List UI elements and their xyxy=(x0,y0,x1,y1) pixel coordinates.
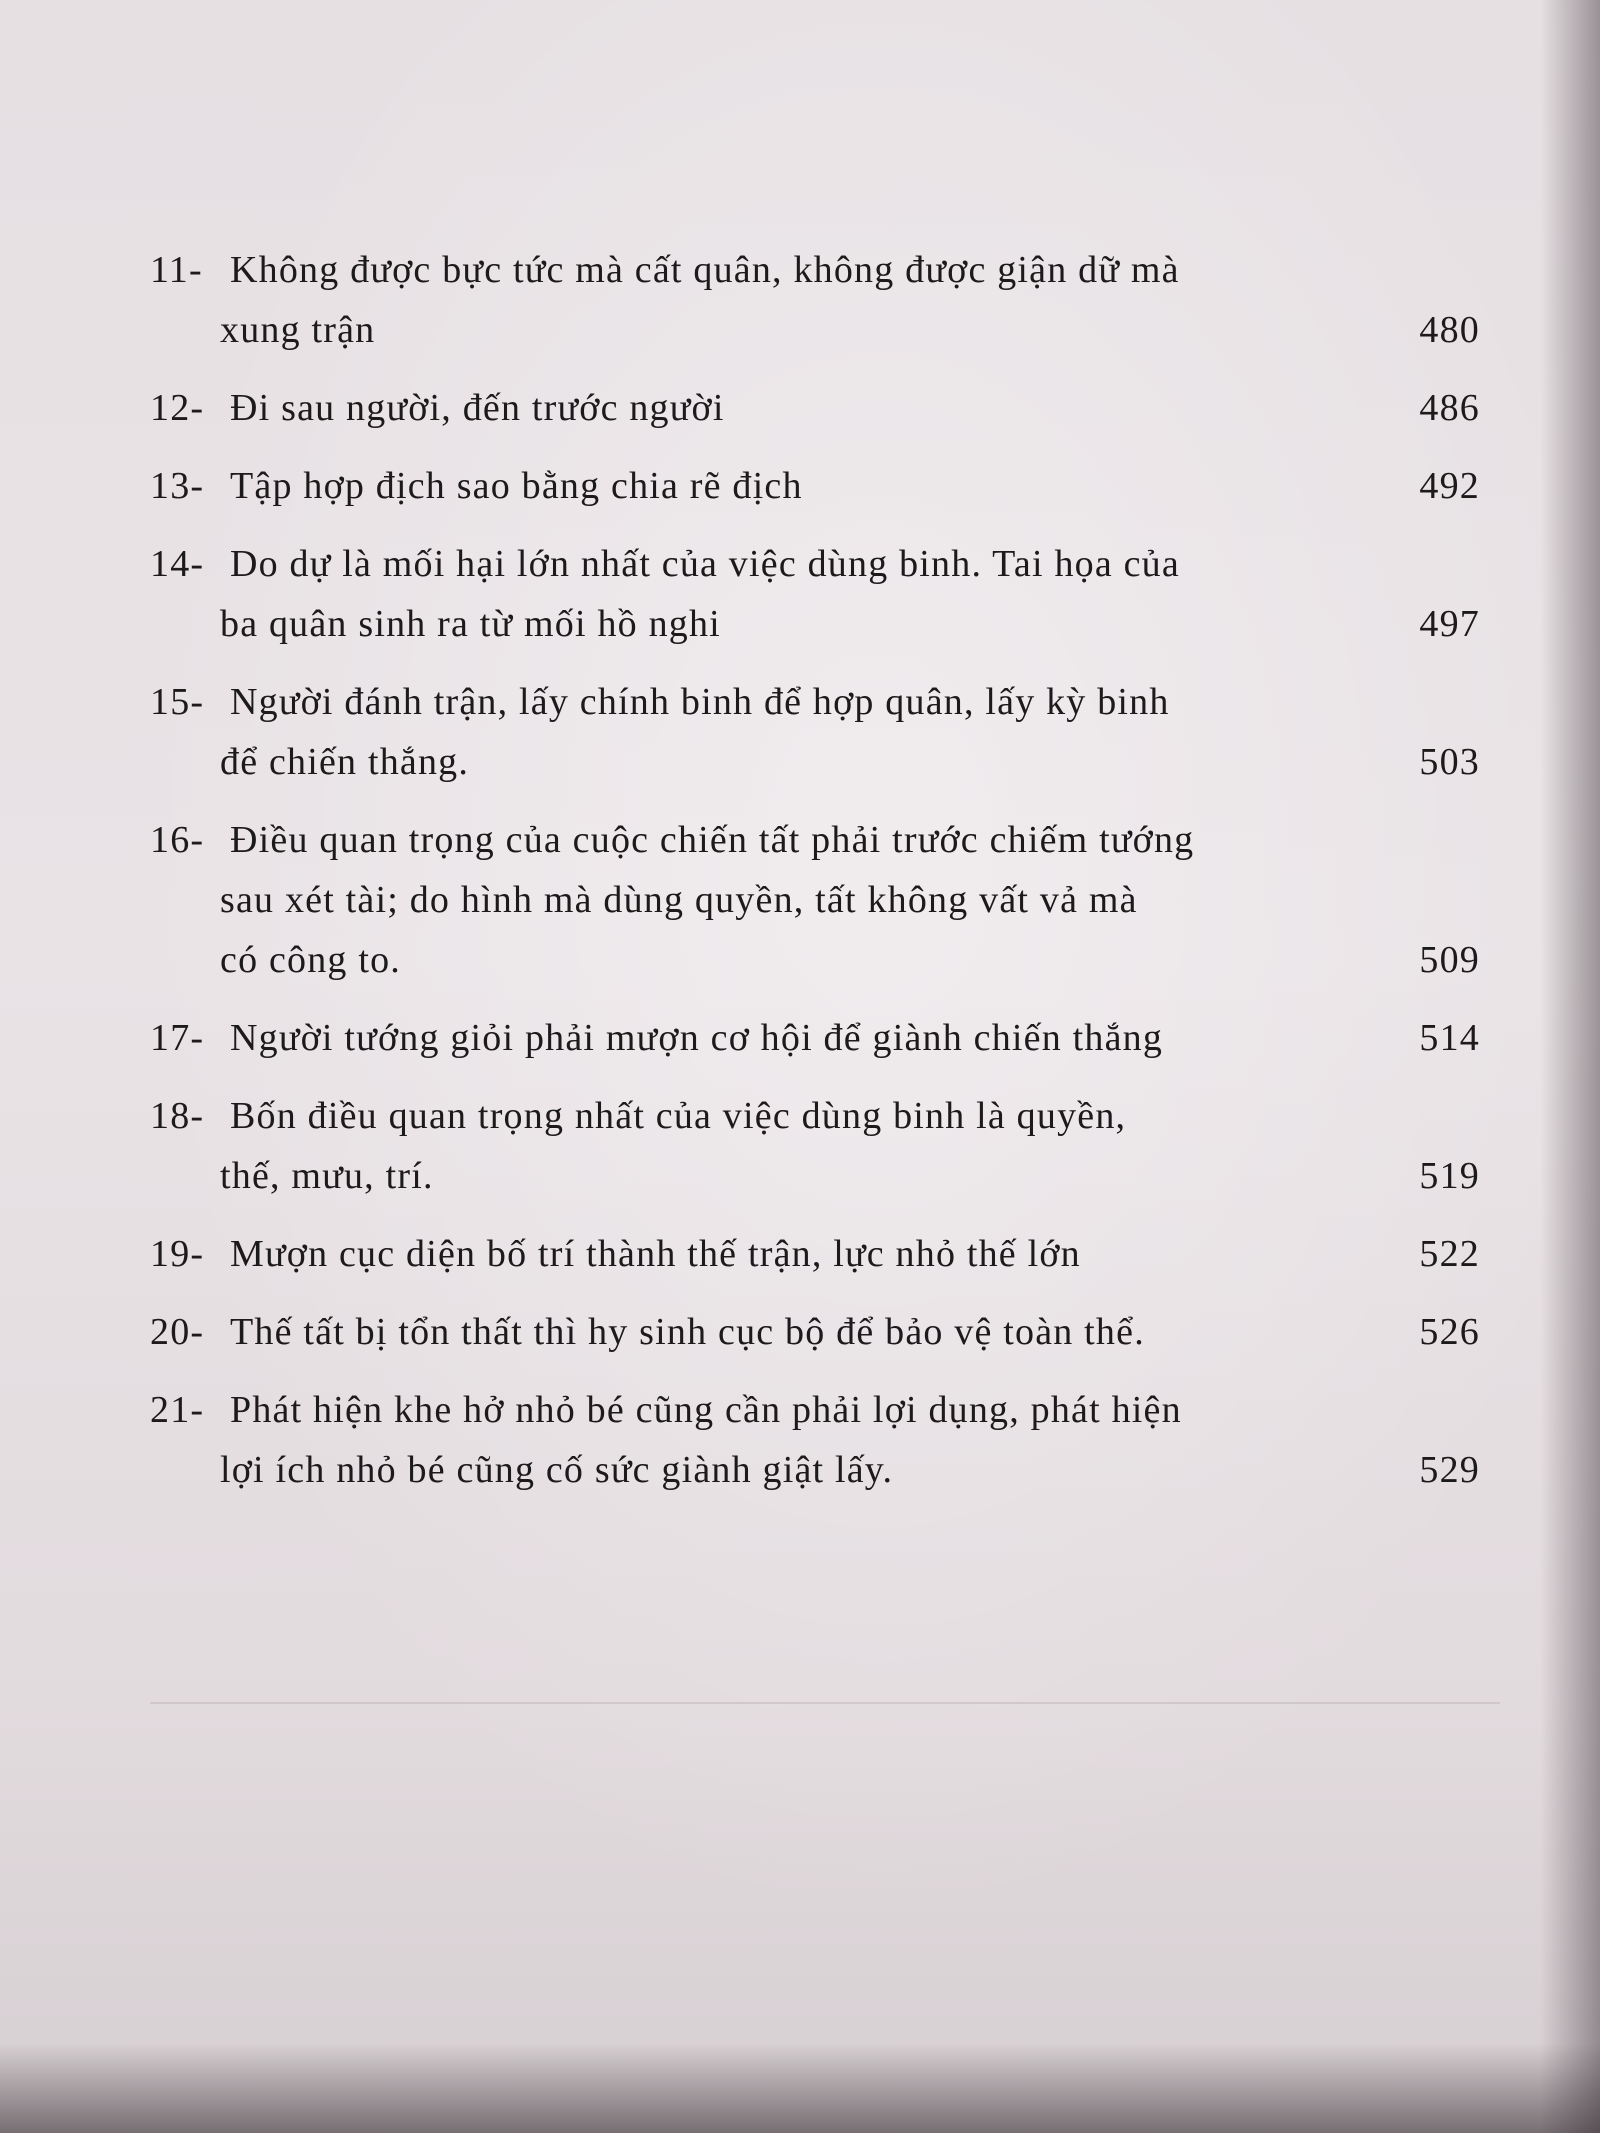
entry-title-line: Phát hiện khe hở nhỏ bé cũng cần phải lợi dụng, phát hiện xyxy=(230,1389,1182,1431)
page-number: 480 xyxy=(1419,309,1480,351)
entry-title-line: Thế tất bị tổn thất thì hy sinh cục bộ để bảo vệ toàn thể. xyxy=(230,1311,1145,1353)
page-number: 526 xyxy=(1419,1311,1480,1353)
page-number: 492 xyxy=(1419,465,1480,507)
show-through-rule xyxy=(150,1702,1500,1704)
entry-title-line: để chiến thắng. xyxy=(220,741,470,783)
toc-entry-12 xyxy=(150,378,1480,438)
toc-entry-19 xyxy=(150,1224,1480,1284)
toc-entry-18 xyxy=(150,1086,1480,1206)
page-number: 529 xyxy=(1419,1449,1480,1491)
entry-number: 18- xyxy=(150,1095,205,1137)
entry-number: 12- xyxy=(150,387,205,429)
entry-title-line: Mượn cục diện bố trí thành thế trận, lực nhỏ thế lớn xyxy=(230,1233,1081,1275)
entry-title-line: sau xét tài; do hình mà dùng quyền, tất không vất vả mà xyxy=(220,879,1138,921)
toc-entry-20 xyxy=(150,1302,1480,1362)
toc-entry-11 xyxy=(150,240,1480,360)
entry-number: 13- xyxy=(150,465,205,507)
page-number: 519 xyxy=(1419,1155,1480,1197)
entry-title-line: Không được bực tức mà cất quân, không được giận dữ mà xyxy=(230,249,1180,291)
entry-title-line: Người đánh trận, lấy chính binh để hợp quân, lấy kỳ binh xyxy=(230,681,1170,723)
entry-title-line: có công to. xyxy=(220,939,401,981)
entry-number: 21- xyxy=(150,1389,205,1431)
page-number: 509 xyxy=(1419,939,1480,981)
page-number: 514 xyxy=(1419,1017,1480,1059)
page-bottom-shadow xyxy=(0,2043,1600,2133)
entry-number: 17- xyxy=(150,1017,205,1059)
page-number: 497 xyxy=(1419,603,1480,645)
toc-entry-21 xyxy=(150,1380,1480,1500)
table-of-contents xyxy=(150,240,1480,1518)
entry-number: 16- xyxy=(150,819,205,861)
toc-entry-13 xyxy=(150,456,1480,516)
entry-title-line: xung trận xyxy=(220,309,376,351)
entry-title-line: Người tướng giỏi phải mượn cơ hội để giành chiến thắng xyxy=(230,1017,1164,1059)
toc-entry-14 xyxy=(150,534,1480,654)
toc-entry-16 xyxy=(150,810,1480,990)
page-number: 522 xyxy=(1419,1233,1480,1275)
entry-title-line: Đi sau người, đến trước người xyxy=(230,387,725,429)
page-number: 486 xyxy=(1419,387,1480,429)
entry-number: 14- xyxy=(150,543,205,585)
entry-title-line: Bốn điều quan trọng nhất của việc dùng binh là quyền, xyxy=(230,1095,1127,1137)
entry-number: 20- xyxy=(150,1311,205,1353)
entry-title-line: Điều quan trọng của cuộc chiến tất phải trước chiếm tướng xyxy=(230,819,1195,861)
entry-title-line: ba quân sinh ra từ mối hồ nghi xyxy=(220,603,721,645)
toc-entry-15 xyxy=(150,672,1480,792)
entry-title-line: Tập hợp địch sao bằng chia rẽ địch xyxy=(230,465,803,507)
entry-title-line: lợi ích nhỏ bé cũng cố sức giành giật lấy. xyxy=(220,1449,894,1491)
page-edge-shadow xyxy=(1540,0,1600,2133)
entry-title-line: thế, mưu, trí. xyxy=(220,1155,434,1197)
entry-number: 19- xyxy=(150,1233,205,1275)
entry-number: 11- xyxy=(150,249,203,291)
toc-entry-17 xyxy=(150,1008,1480,1068)
entry-number: 15- xyxy=(150,681,205,723)
entry-title-line: Do dự là mối hại lớn nhất của việc dùng binh. Tai họa của xyxy=(230,543,1180,585)
page-number: 503 xyxy=(1419,741,1480,783)
